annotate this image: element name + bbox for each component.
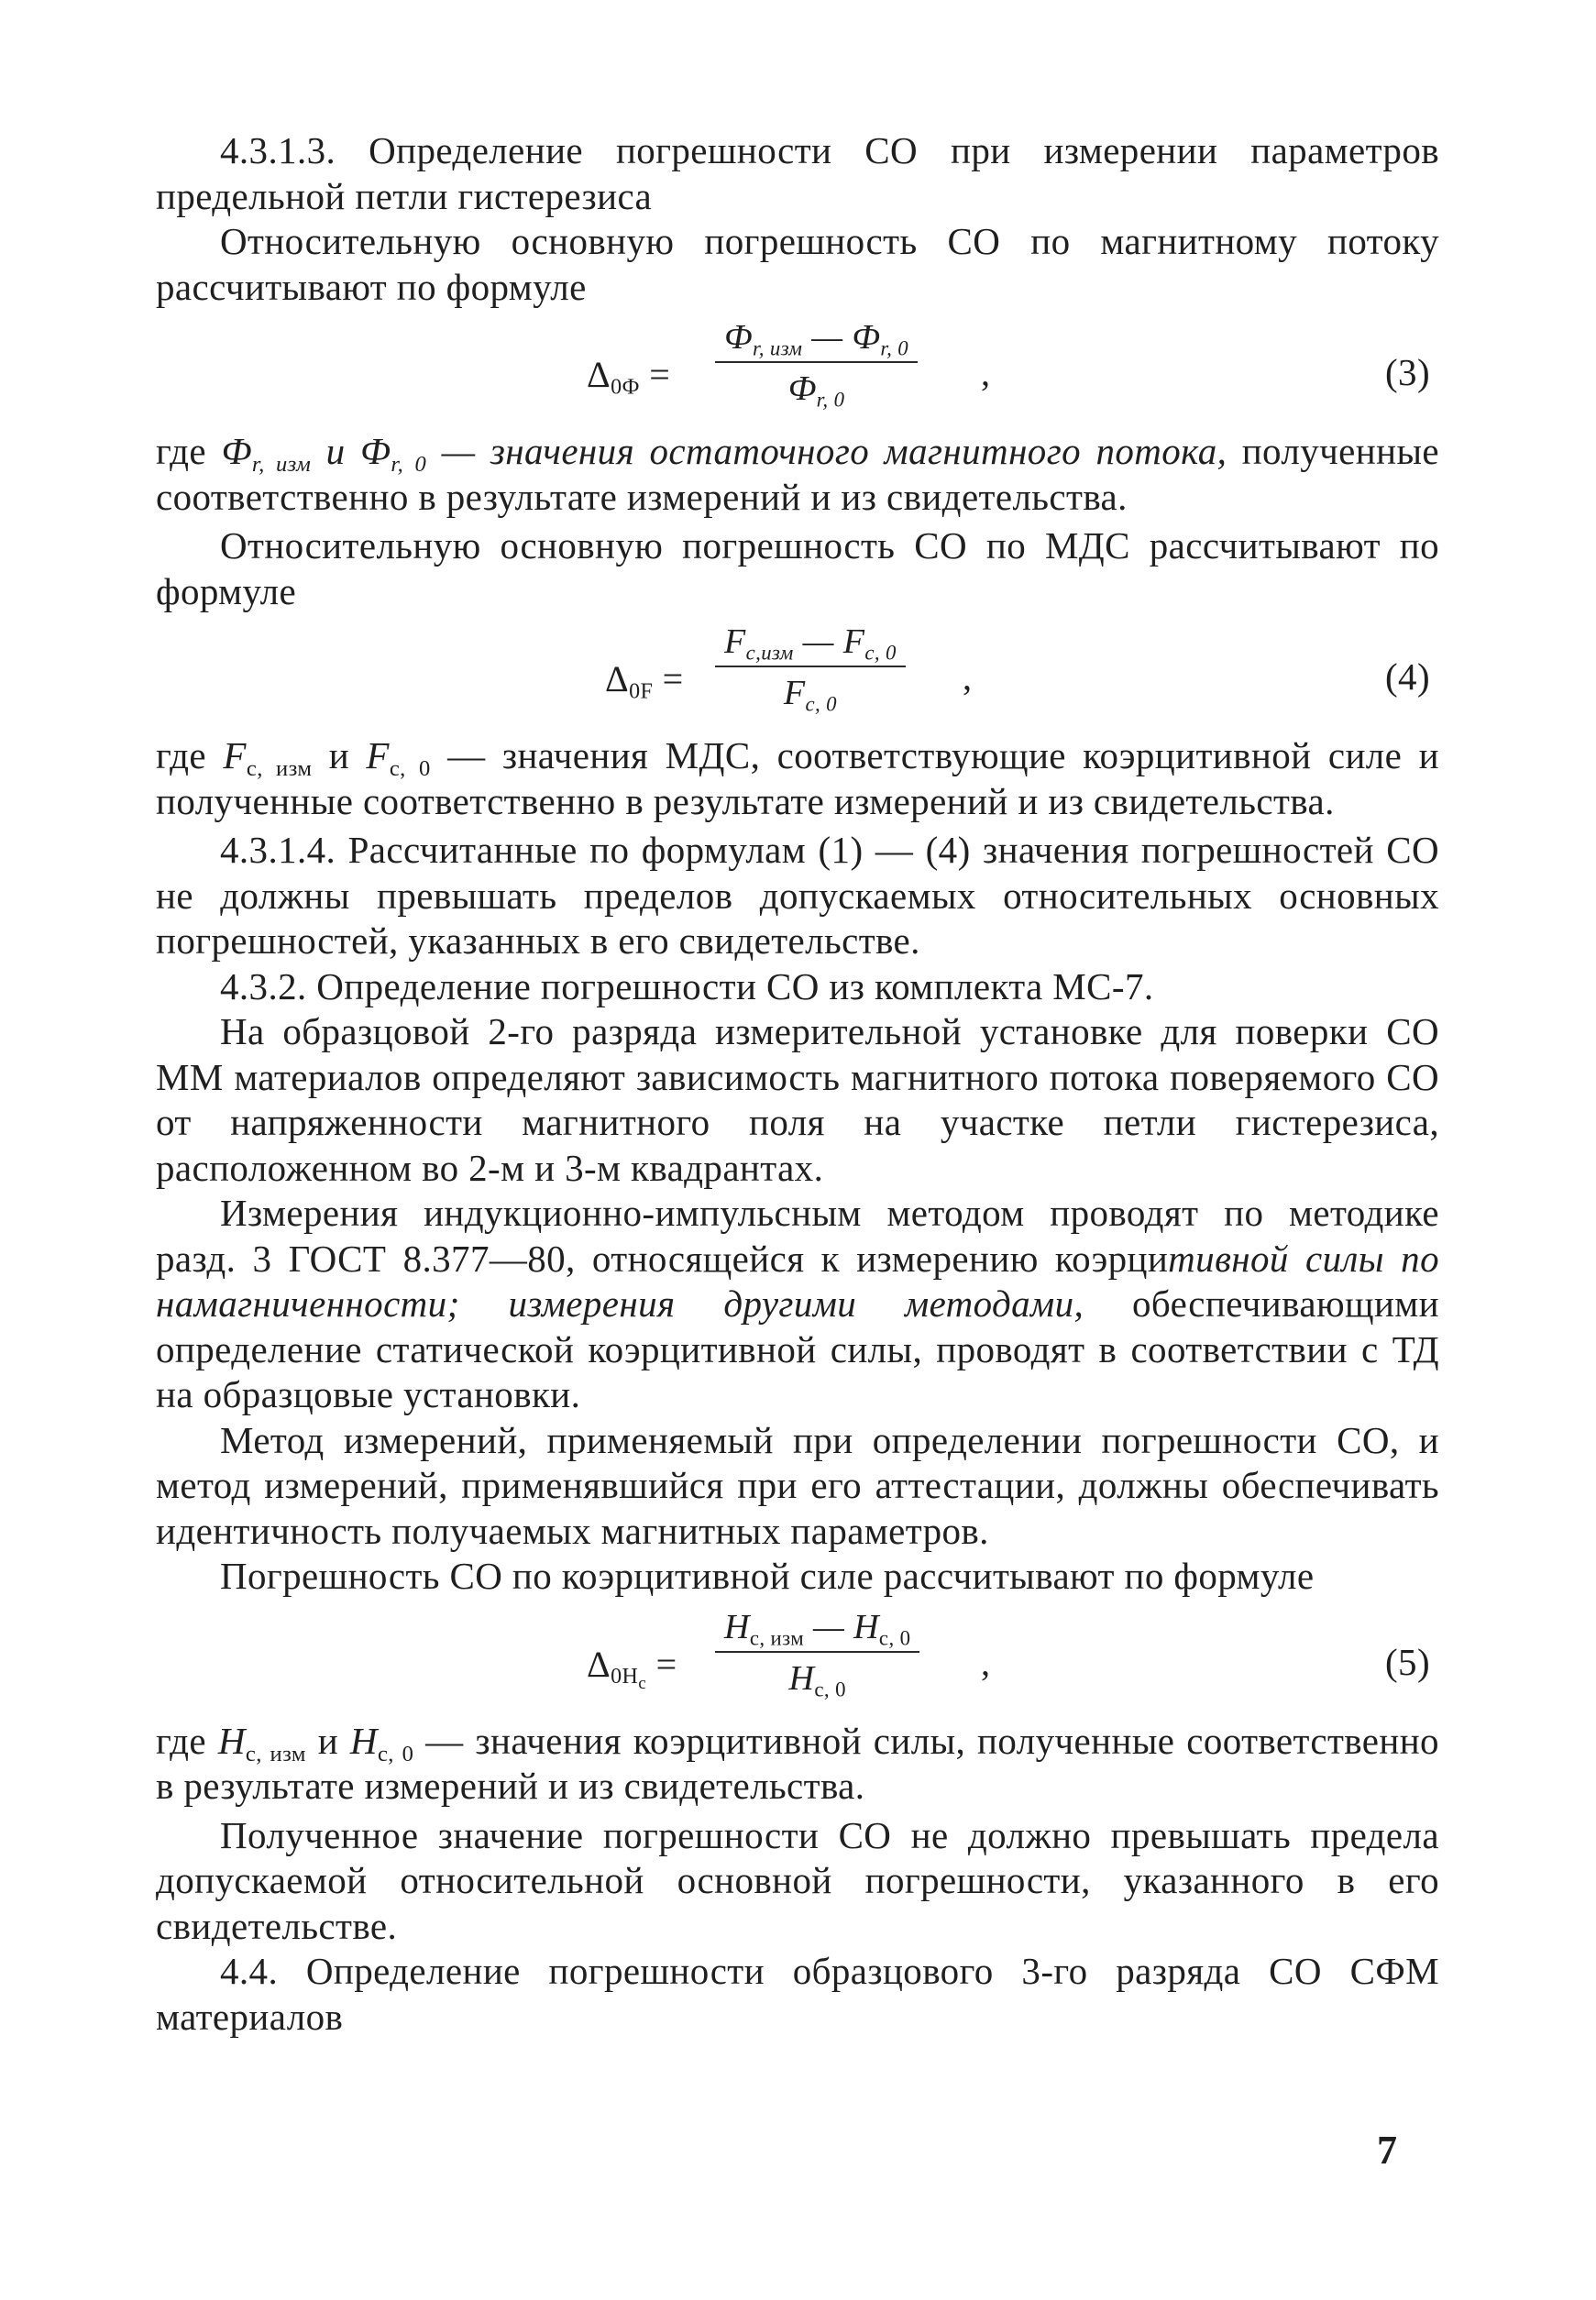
formula-5-numerator: $H_{c, изм}$ — $H_{c, 0}$ bbox=[724, 1607, 911, 1649]
formula-4-denominator: $F_{c, 0}$ bbox=[783, 674, 837, 716]
formula-3-explanation: где $Ф_{r, изм}$ и $Ф_{r, 0}$ — значения остаточного магнитного потока, полученные соответственно в результате измерений и из свидетельства. bbox=[156, 430, 1440, 518]
paragraph-measurements: Измерения индукционно-импульсным методом проводят по методике разд. 3 ГОСТ 8.377—80, относящейся к измерению коэрцитивной силы по намагниченности; измерения другими методами, обеспечивающими определение статической коэрцитивной силы, проводят в соответствии с ТД на образцовые установки. bbox=[156, 1192, 1439, 1415]
page-number: 7 bbox=[1377, 2128, 1397, 2173]
fraction-bar bbox=[715, 361, 918, 363]
flux-error-intro: Относительную основную погрешность СО по магнитному потоку рассчитывают по формуле bbox=[156, 220, 1439, 308]
document-page bbox=[156, 128, 1439, 2040]
mds-error-intro: Относительную основную погрешность СО по МДС рассчитывают по формуле bbox=[156, 524, 1439, 612]
section-4-3-1-3-heading: 4.3.1.3. Определение погрешности СО при измерении параметров предельной петли гистерезиса bbox=[156, 129, 1439, 217]
formula-4 bbox=[156, 622, 1439, 730]
formula-5-number: (5) bbox=[1384, 1640, 1430, 1683]
paragraph-installation: На образцовой 2-го разряда измерительной установке для поверки СО ММ материалов определяют зависимость магнитного потока поверяемого СО от напряженности магнитного поля на участке петли гистерезиса, расположенном во 2-м и 3-м квадрантах. bbox=[156, 1010, 1439, 1189]
formula-4-explanation: где $F_{c, изм}$ и $F_{c, 0}$ — значения МДС, соответствующие коэрцитивной силе и полученные соответственно в результате измерений и из свидетельства. bbox=[156, 734, 1439, 822]
formula-5-denominator: $H_{c, 0}$ bbox=[788, 1658, 846, 1700]
fraction-bar bbox=[715, 1651, 919, 1653]
formula-5-comma: , bbox=[981, 1641, 991, 1683]
formula-5-fraction bbox=[715, 1607, 919, 1699]
formula-4-lhs: $\Delta_{0F}$ = bbox=[605, 658, 684, 704]
formula-4-number: (4) bbox=[1384, 655, 1430, 698]
section-4-3-2-heading: 4.3.2. Определение погрешности СО из комплекта МС-7. bbox=[220, 964, 1154, 1007]
formula-3-fraction bbox=[715, 317, 918, 412]
formula-4-numerator: $F_{c,изм}$ — $F_{c, 0}$ bbox=[724, 622, 897, 665]
formula-3-comma: , bbox=[981, 352, 991, 393]
paragraph-method: Метод измерений, применяемый при определении погрешности СО, и метод измерений, применявшийся при его аттестации, должны обеспечивать идентичность получаемых магнитных параметров. bbox=[156, 1418, 1439, 1552]
formula-3-lhs: $\Delta_{0Ф}$ = bbox=[587, 354, 671, 400]
formula-3-denominator: $Ф_{r, 0}$ bbox=[787, 369, 845, 412]
formula-4-comma: , bbox=[963, 656, 973, 698]
paragraph-4-3-1-4: 4.3.1.4. Рассчитанные по формулам (1) — (4) значения погрешностей СО не должны превышать пределов допускаемых относительных основных погрешностей, указанных в его свидетельстве. bbox=[156, 829, 1439, 962]
formula-3-number: (3) bbox=[1384, 351, 1430, 393]
section-4-4-heading: 4.4. Определение погрешности образцового 3-го разряда СО СФМ материалов bbox=[156, 1950, 1439, 2038]
formula-5 bbox=[156, 1607, 1439, 1715]
formula-4-fraction bbox=[715, 622, 906, 716]
formula-5-explanation: где $H_{c, изм}$ и $H_{c, 0}$ — значения коэрцитивной силы, полученные соответственно в результате измерений и из свидетельства. bbox=[156, 1719, 1439, 1807]
coercive-error-intro: Погрешность СО по коэрцитивной силе рассчитывают по формуле bbox=[220, 1555, 1315, 1597]
formula-5-lhs: $\Delta_{0H_c}$ = bbox=[587, 1643, 677, 1693]
formula-3 bbox=[156, 317, 1439, 425]
paragraph-limit: Полученное значение погрешности СО не должно превышать предела допускаемой относительной основной погрешности, указанного в его свидетельстве. bbox=[156, 1813, 1439, 1947]
formula-3-numerator: $Ф_{r, изм}$ — $Ф_{r, 0}$ bbox=[724, 318, 909, 360]
fraction-bar bbox=[715, 666, 906, 667]
